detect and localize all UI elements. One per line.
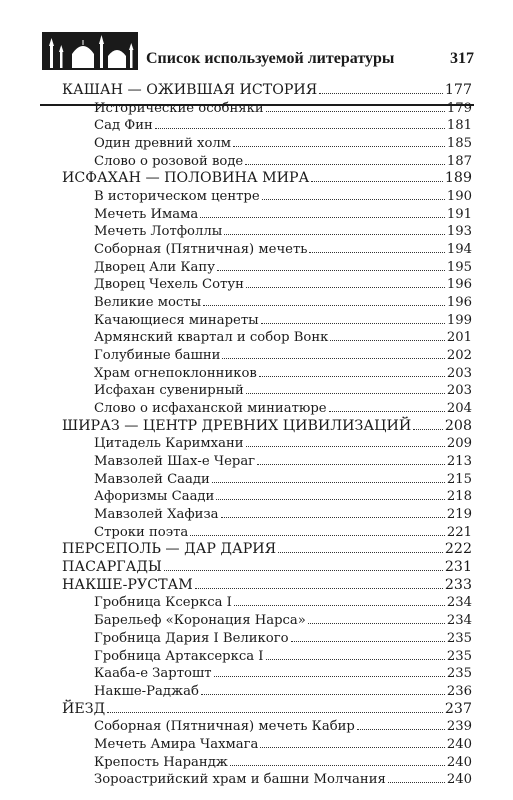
- toc-section-row: [62, 736, 472, 754]
- toc-entry-title: НАКШЕ-РУСТАМ: [62, 576, 193, 593]
- toc-entry-page: 187: [446, 153, 472, 169]
- toc-entry-title: Афоризмы Саади: [94, 489, 215, 505]
- dot-leader: [246, 446, 445, 447]
- toc-entry-page: 185: [446, 136, 472, 152]
- toc-section-row: [62, 718, 472, 736]
- toc-entry-page: 234: [446, 595, 472, 611]
- dot-leader: [357, 729, 445, 730]
- toc-section-row: [62, 241, 472, 259]
- toc-section-row: [62, 329, 472, 347]
- toc-section-row: [62, 435, 472, 453]
- dot-leader: [413, 429, 443, 430]
- mosque-skyline-logo-icon: [42, 32, 138, 70]
- toc-entry-title: Гробница Ксеркса I: [94, 595, 232, 611]
- toc-section-row: [62, 100, 472, 118]
- toc-entry-page: 195: [446, 259, 472, 275]
- toc-section-row: [62, 648, 472, 666]
- dot-leader: [260, 747, 444, 748]
- toc-entry-title: ПЕРСЕПОЛЬ — ДАР ДАРИЯ: [62, 541, 277, 558]
- toc-entry-title: Барельеф «Коронация Нарса»: [94, 613, 306, 629]
- dot-leader: [222, 358, 444, 359]
- dot-leader: [200, 217, 445, 218]
- toc-entry-page: 233: [444, 576, 472, 593]
- toc-section-row: [62, 683, 472, 701]
- page-number: 317: [450, 50, 474, 67]
- toc-entry-page: 196: [446, 295, 472, 311]
- running-header-title: Список используемой литературы: [146, 50, 395, 67]
- toc-entry-page: 221: [446, 524, 472, 540]
- toc-entry-title: Мечеть Имама: [94, 206, 199, 222]
- toc-section-row: [62, 188, 472, 206]
- dot-leader: [291, 641, 445, 642]
- toc-section-row: [62, 612, 472, 630]
- toc-entry-page: 208: [444, 417, 472, 434]
- toc-entry-title: Качающиеся минареты: [94, 312, 259, 328]
- toc-entry-title: Дворец Али Капу: [94, 259, 215, 275]
- toc-section-row: [62, 259, 472, 277]
- toc-section-row: [62, 400, 472, 418]
- toc-chapter-row: [62, 541, 472, 559]
- toc-entry-page: 201: [446, 330, 472, 346]
- dot-leader: [212, 482, 445, 483]
- toc-entry-title: Мечеть Лотфоллы: [94, 224, 223, 240]
- toc-entry-page: 190: [446, 189, 472, 205]
- toc-section-row: [62, 488, 472, 506]
- toc-chapter-row: [62, 701, 472, 719]
- toc-section-row: [62, 153, 472, 171]
- toc-entry-page: 202: [446, 348, 472, 364]
- toc-entry-title: Слово о розовой воде: [94, 153, 244, 169]
- toc-entry-page: 189: [444, 170, 472, 187]
- dot-leader: [330, 340, 444, 341]
- toc-entry-title: Строки поэта: [94, 524, 189, 540]
- toc-chapter-row: [62, 577, 472, 595]
- dot-leader: [259, 376, 445, 377]
- toc-entry-title: Исторические особняки: [94, 100, 264, 116]
- toc-entry-page: 179: [446, 100, 472, 116]
- toc-section-row: [62, 754, 472, 772]
- toc-section-row: [62, 347, 472, 365]
- toc-section-row: [62, 471, 472, 489]
- dot-leader: [246, 287, 445, 288]
- table-of-contents: [62, 82, 472, 789]
- toc-section-row: [62, 223, 472, 241]
- toc-entry-title: ШИРАЗ — ЦЕНТР ДРЕВНИХ ЦИВИЛИЗАЦИЙ: [62, 417, 412, 434]
- toc-entry-page: 240: [446, 754, 472, 770]
- toc-entry-title: Дворец Чехель Сотун: [94, 277, 244, 293]
- toc-entry-title: Соборная (Пятничная) мечеть: [94, 242, 308, 258]
- toc-entry-title: Мавзолей Саади: [94, 471, 210, 487]
- toc-entry-title: Гробница Дария I Великого: [94, 630, 289, 646]
- toc-entry-page: 222: [444, 541, 472, 558]
- toc-entry-page: 194: [446, 242, 472, 258]
- toc-entry-page: 218: [446, 489, 472, 505]
- toc-entry-title: В историческом центре: [94, 189, 260, 205]
- dot-leader: [203, 305, 445, 306]
- toc-entry-page: 240: [446, 736, 472, 752]
- toc-entry-title: Армянский квартал и собор Вонк: [94, 330, 329, 346]
- toc-entry-page: 213: [446, 454, 472, 470]
- dot-leader: [308, 623, 445, 624]
- toc-entry-title: ИСФАХАН — ПОЛОВИНА МИРА: [62, 170, 310, 187]
- toc-entry-title: Мавзолей Шах-е Чераг: [94, 454, 256, 470]
- toc-section-row: [62, 665, 472, 683]
- dot-leader: [221, 517, 445, 518]
- toc-entry-title: ЙЕЗД: [62, 700, 106, 717]
- toc-entry-title: ПАСАРГАДЫ: [62, 559, 162, 576]
- toc-entry-title: Гробница Артаксеркса I: [94, 648, 264, 664]
- toc-section-row: [62, 630, 472, 648]
- toc-entry-page: 199: [446, 312, 472, 328]
- toc-chapter-row: [62, 170, 472, 188]
- dot-leader: [329, 411, 445, 412]
- dot-leader: [257, 464, 445, 465]
- toc-entry-page: 239: [446, 719, 472, 735]
- toc-entry-title: Голубиные башни: [94, 348, 221, 364]
- toc-entry-title: Храм огнепоклонников: [94, 365, 257, 381]
- toc-section-row: [62, 453, 472, 471]
- toc-entry-page: 240: [446, 772, 472, 788]
- dot-leader: [266, 111, 445, 112]
- toc-entry-title: Слово о исфаханской миниатюре: [94, 401, 327, 417]
- dot-leader: [230, 765, 445, 766]
- toc-entry-page: 193: [446, 224, 472, 240]
- dot-leader: [234, 605, 445, 606]
- dot-leader: [246, 393, 445, 394]
- toc-entry-page: 234: [446, 613, 472, 629]
- dot-leader: [266, 659, 445, 660]
- dot-leader: [388, 782, 445, 783]
- dot-leader: [319, 93, 443, 94]
- dot-leader: [107, 712, 443, 713]
- toc-entry-title: Кааба-е Зартошт: [94, 666, 212, 682]
- dot-leader: [195, 588, 443, 589]
- toc-entry-page: 209: [446, 436, 472, 452]
- dot-leader: [262, 199, 445, 200]
- toc-entry-title: Великие мосты: [94, 295, 202, 311]
- dot-leader: [216, 499, 444, 500]
- toc-entry-title: Один древний холм: [94, 136, 232, 152]
- toc-entry-page: 236: [446, 683, 472, 699]
- toc-entry-page: 181: [446, 118, 472, 134]
- toc-section-row: [62, 312, 472, 330]
- dot-leader: [278, 552, 443, 553]
- toc-entry-page: 219: [446, 507, 472, 523]
- dot-leader: [217, 270, 445, 271]
- toc-chapter-row: [62, 559, 472, 577]
- dot-leader: [155, 128, 445, 129]
- toc-section-row: [62, 382, 472, 400]
- toc-entry-page: 235: [446, 666, 472, 682]
- dot-leader: [201, 694, 445, 695]
- dot-leader: [309, 252, 444, 253]
- toc-entry-title: Цитадель Каримхани: [94, 436, 244, 452]
- dot-leader: [164, 570, 443, 571]
- dot-leader: [190, 535, 445, 536]
- toc-entry-page: 235: [446, 630, 472, 646]
- toc-entry-page: 177: [444, 82, 472, 98]
- dot-leader: [214, 676, 445, 677]
- toc-section-row: [62, 294, 472, 312]
- dot-leader: [224, 234, 445, 235]
- toc-section-row: [62, 206, 472, 224]
- toc-entry-page: 215: [446, 471, 472, 487]
- toc-entry-page: 235: [446, 648, 472, 664]
- toc-entry-title: Накше-Раджаб: [94, 683, 199, 699]
- dot-leader: [311, 181, 443, 182]
- toc-entry-title: Исфахан сувенирный: [94, 383, 244, 399]
- toc-entry-title: Сад Фин: [94, 118, 153, 134]
- toc-entry-title: Крепость Нарандж: [94, 754, 228, 770]
- toc-section-row: [62, 506, 472, 524]
- toc-entry-page: 203: [446, 383, 472, 399]
- running-header: [40, 32, 474, 72]
- toc-section-row: [62, 524, 472, 542]
- toc-entry-title: КАШАН — ОЖИВШАЯ ИСТОРИЯ: [62, 82, 318, 98]
- toc-entry-page: 191: [446, 206, 472, 222]
- dot-leader: [245, 164, 445, 165]
- dot-leader: [261, 323, 445, 324]
- toc-entry-page: 204: [446, 401, 472, 417]
- toc-entry-page: 237: [444, 700, 472, 717]
- toc-section-row: [62, 117, 472, 135]
- toc-entry-title: Зороастрийский храм и башни Молчания: [94, 772, 386, 788]
- toc-entry-page: 196: [446, 277, 472, 293]
- toc-section-row: [62, 594, 472, 612]
- toc-entry-title: Мечеть Амира Чахмага: [94, 736, 259, 752]
- toc-chapter-row: [62, 418, 472, 436]
- toc-section-row: [62, 771, 472, 789]
- toc-entry-title: Мавзолей Хафиза: [94, 507, 219, 523]
- toc-section-row: [62, 135, 472, 153]
- toc-chapter-row: [62, 82, 472, 100]
- dot-leader: [233, 146, 445, 147]
- toc-section-row: [62, 365, 472, 383]
- toc-entry-page: 203: [446, 365, 472, 381]
- toc-entry-page: 231: [444, 559, 472, 576]
- toc-section-row: [62, 276, 472, 294]
- toc-entry-title: Соборная (Пятничная) мечеть Кабир: [94, 719, 355, 735]
